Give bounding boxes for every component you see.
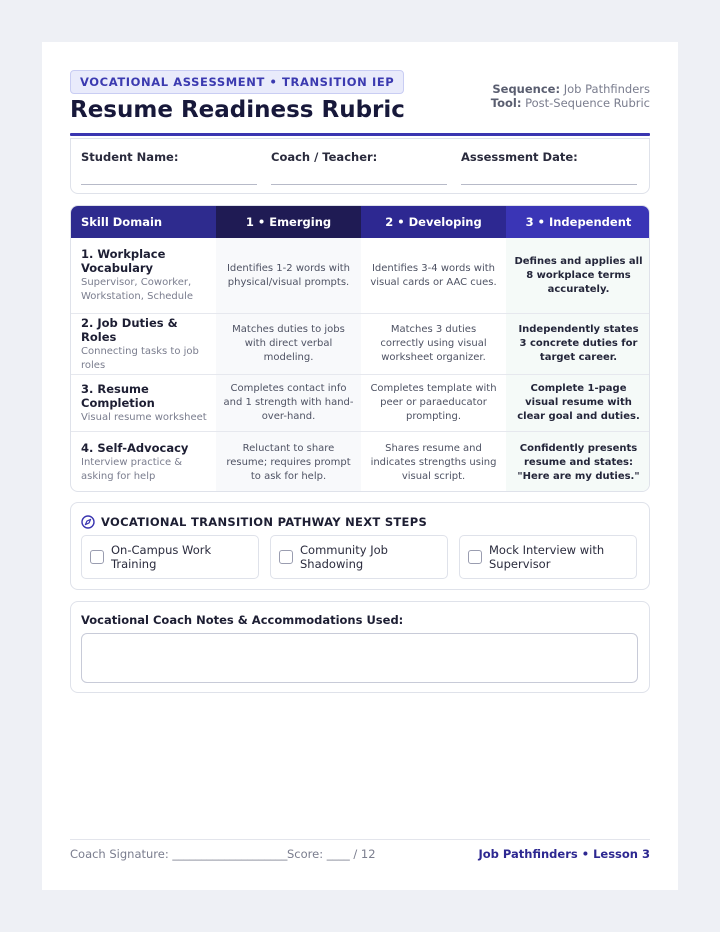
coach-line[interactable] [271,184,447,185]
assessment-tag: VOCATIONAL ASSESSMENT • TRANSITION IEP [70,70,404,94]
option-mock-interview[interactable] [459,535,637,579]
coach-notes-field[interactable] [81,633,638,683]
coach-signature[interactable]: Coach Signature: ____________________ [70,847,288,861]
independent-cell: Defines and applies all 8 workplace terms accurately. [506,238,650,313]
header-emerging: 1 • Emerging [216,206,361,238]
skill-title: 4. Self-Advocacy [81,441,189,455]
checkbox[interactable] [279,550,293,564]
footer-brand: Job Pathfinders • Lesson 3 [478,847,650,861]
independent-cell: Complete 1-page visual resume with clear goal and duties. [506,375,650,431]
checkbox[interactable] [468,550,482,564]
rubric-page [42,42,678,890]
option-label: Mock Interview with Supervisor [489,543,605,571]
assessment-date-label: Assessment Date: [461,150,578,164]
sequence-value: Job Pathfinders [563,82,650,96]
table-row [71,238,650,313]
emerging-cell: Reluctant to share resume; requires prompt to ask for help. [216,432,361,492]
tool-value: Post-Sequence Rubric [525,96,650,110]
header-divider [70,133,650,136]
option-label: On-Campus Work Training [111,543,212,571]
developing-cell: Completes template with peer or paraeducator prompting. [361,375,506,431]
skill-domain-cell [71,238,216,313]
student-name-line[interactable] [81,184,257,185]
coach-label: Coach / Teacher: [271,150,378,164]
checkbox[interactable] [90,550,104,564]
pathway-title [81,515,427,529]
skill-subtitle: Connecting tasks to job roles [81,345,199,371]
skill-subtitle: Interview practice & asking for help [81,457,183,482]
independent-cell: Independently states 3 concrete duties for target career. [506,314,650,374]
sequence-label: Sequence: [492,82,561,96]
header-skill-domain: Skill Domain [71,206,216,238]
option-community-job-shadowing[interactable] [270,535,448,579]
coach-notes-section [70,601,650,693]
student-info-box [70,138,650,194]
skill-title: 2. Job Duties & Roles [81,315,178,344]
student-name-field[interactable] [81,150,257,185]
skill-subtitle: Supervisor, Coworker, Workstation, Schedule [81,277,194,302]
skill-title: 3. Resume Completion [81,381,155,410]
header-developing: 2 • Developing [361,206,506,238]
emerging-cell: Matches duties to jobs with direct verbal modeling. [216,314,361,374]
rubric-table [70,205,650,492]
compass-icon [81,515,95,529]
skill-title: 1. Workplace Vocabulary [81,247,166,275]
skill-domain-cell [71,432,216,492]
table-row [71,431,650,492]
student-name-label: Student Name: [81,150,179,164]
tool-label: Tool: [490,96,522,110]
sequence-meta [491,82,650,110]
table-row [71,313,650,374]
independent-cell: Confidently presents resume and states: "Here are my duties." [506,432,650,492]
page-title: Resume Readiness Rubric [70,97,405,123]
skill-domain-cell [71,314,216,374]
pathway-title-text: VOCATIONAL TRANSITION PATHWAY NEXT STEPS [101,515,428,529]
header-independent: 3 • Independent [506,206,650,238]
developing-cell: Shares resume and indicates strengths using visual script. [361,432,506,492]
assessment-date-line[interactable] [461,184,637,185]
option-on-campus-work-training[interactable] [81,535,259,579]
developing-cell: Matches 3 duties correctly using visual worksheet organizer. [361,314,506,374]
option-label: Community Job Shadowing [300,543,388,571]
pathway-section [70,502,650,590]
page-header [70,70,650,136]
assessment-date-field[interactable] [461,150,637,185]
skill-domain-cell [71,375,216,431]
table-row [71,374,650,431]
developing-cell: Identifies 3-4 words with visual cards or AAC cues. [361,238,506,313]
coach-notes-label: Vocational Coach Notes & Accommodations Used: [81,613,404,627]
coach-field[interactable] [271,150,447,185]
footer-divider [70,839,650,840]
emerging-cell: Identifies 1-2 words with physical/visual prompts. [216,238,361,313]
emerging-cell: Completes contact info and 1 strength with hand-over-hand. [216,375,361,431]
score-field[interactable]: Score: ____ / 12 [287,847,376,861]
skill-subtitle: Visual resume worksheet [81,411,207,423]
